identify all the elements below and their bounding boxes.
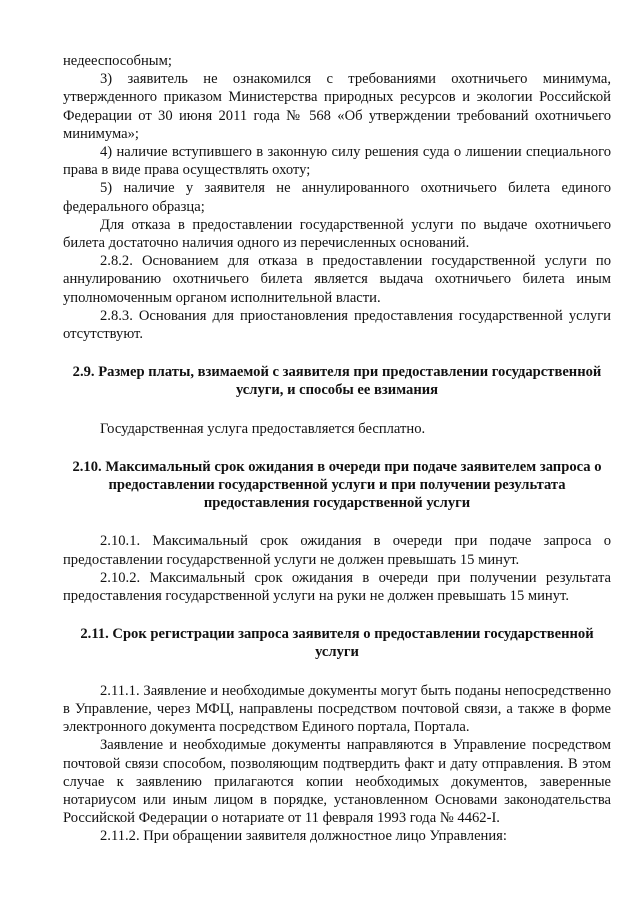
paragraph-reason-3: 3) заявитель не ознакомился с требованиями охотничьего минимума, утвержденного приказом Министерства природных ресурсов и экологии Российской Федерации от 30 июня 2011 года № 568 «Об утверждении требований охотничьего минимума»; (63, 71, 611, 142)
paragraph-2-11-mail: Заявление и необходимые документы направляются в Управление посредством почтовой связи способом, позволяющим подтвердить факт и дату отправления. В этом случае к заявлению прилагаются копии необходимых документов, заверенные нотариусом или иным лицом в порядке, установленном Основами законодательства Российской Федерации о нотариате от 11 февраля 1993 года № 4462-I. (63, 737, 611, 827)
paragraph-continuation: недееспособным; (63, 53, 172, 69)
paragraph-reason-4: 4) наличие вступившего в законную силу решения суда о лишении специального права в виде права осуществлять охоту; (63, 144, 611, 179)
paragraph-2-9-free: Государственная услуга предоставляется бесплатно. (100, 420, 426, 437)
paragraph-2-10-2: 2.10.2. Максимальный срок ожидания в очереди при получении результата предоставления государственной услуги на руки не должен превышать 15 минут. (63, 569, 611, 605)
paragraph-2-11-1: 2.11.1. Заявление и необходимые документы могут быть поданы непосредственно в Управление, через МФЦ, направлены посредством почтовой связи, а также в форме электронного документа посредством Единого портала, Портала. (63, 682, 611, 736)
paragraph-refusal-note: Для отказа в предоставлении государственной услуги по выдаче охотничьего билета достаточно наличия одного из перечисленных оснований. (63, 216, 611, 252)
paragraph-2-10-1: 2.10.1. Максимальный срок ожидания в очереди при подаче запроса о предоставлении государственной услуги не должен превышать 15 минут. (63, 533, 611, 568)
paragraph-2-11-2: 2.11.2. При обращении заявителя должностное лицо Управления: (100, 828, 507, 845)
paragraph-2-8-3: 2.8.3. Основания для приостановления предоставления государственной услуги отсутствуют. (63, 307, 611, 343)
document-page (63, 52, 611, 846)
section-heading-2-9: 2.9. Размер платы, взимаемой с заявителя при предоставлении государственной услуги, и способы ее взимания (72, 364, 602, 399)
paragraph-2-8-2: 2.8.2. Основанием для отказа в предоставлении государственной услуги по аннулированию охотничьего билета является выдача охотничьего билета иным уполномоченным органом исполнительной власти. (63, 253, 611, 306)
section-heading-2-11: 2.11. Срок регистрации запроса заявителя о предоставлении государственной услуги (80, 626, 594, 661)
paragraph-reason-5: 5) наличие у заявителя не аннулированного охотничьего билета единого федерального образца; (63, 180, 611, 215)
section-heading-2-10: 2.10. Максимальный срок ожидания в очереди при подаче заявителем запроса о предоставлении государственной услуги и при получении результата предоставления государственной услуги (72, 458, 602, 512)
